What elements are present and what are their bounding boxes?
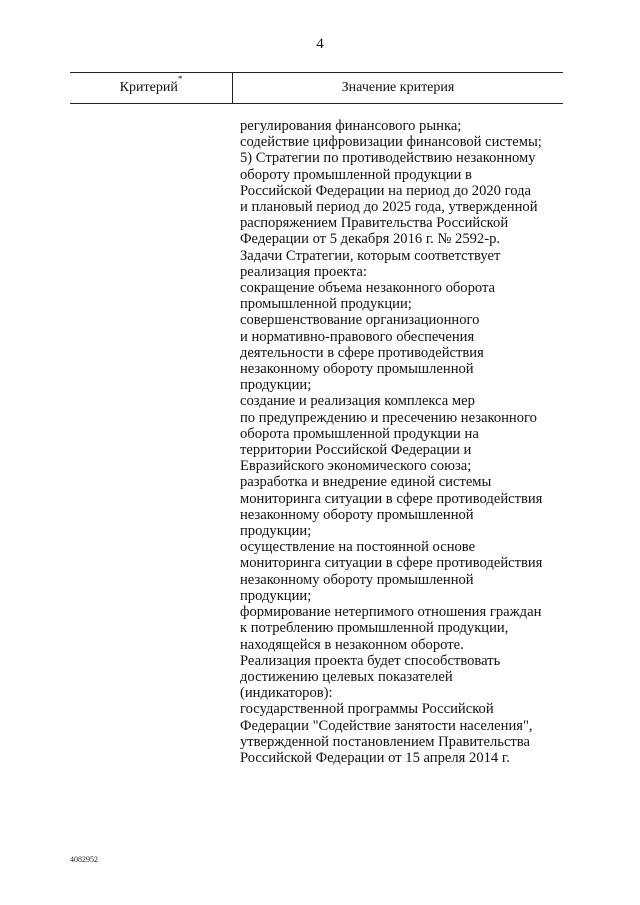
text-line: государственной программы Российской xyxy=(240,701,494,718)
text-line: по предупреждению и пресечению незаконного xyxy=(240,409,537,426)
text-line: совершенствование организационного xyxy=(240,312,480,329)
text-line: оборота промышленной продукции на xyxy=(240,425,479,442)
text-line: утвержденной постановлением Правительства xyxy=(240,733,530,750)
text-line: формирование нетерпимого отношения граждан xyxy=(240,604,542,621)
text-line: продукции; xyxy=(240,587,312,604)
text-line: распоряжением Правительства Российской xyxy=(240,215,509,232)
criterion-footnote-mark: * xyxy=(177,74,183,85)
text-line: достижению целевых показателей xyxy=(240,668,453,685)
text-line: незаконному обороту промышленной xyxy=(240,361,474,378)
text-line: мониторинга ситуации в сфере противодействия xyxy=(240,555,543,572)
text-line: деятельности в сфере противодействия xyxy=(240,344,484,361)
text-line: Российской Федерации от 15 апреля 2014 г. xyxy=(240,749,510,766)
text-line: разработка и внедрение единой системы xyxy=(240,474,492,491)
text-line: (индикаторов): xyxy=(240,685,333,702)
text-line: и плановый период до 2025 года, утвержденной xyxy=(240,199,538,216)
text-line: незаконному обороту промышленной xyxy=(240,571,474,588)
text-line: Российской Федерации на период до 2020 года xyxy=(240,182,532,199)
text-line: содействие цифровизации финансовой системы; xyxy=(240,134,542,151)
table-header xyxy=(70,72,563,104)
text-line: Евразийского экономического союза; xyxy=(240,458,472,475)
page-number: 4 xyxy=(316,36,324,52)
text-line: и нормативно-правового обеспечения xyxy=(240,328,475,345)
text-line: к потреблению промышленной продукции, xyxy=(240,620,509,637)
criterion-column-header xyxy=(70,73,233,103)
text-line: 5) Стратегии по противодействию незаконному xyxy=(240,150,536,167)
criterion-header-label: Критерий xyxy=(119,80,178,95)
text-line: осуществление на постоянной основе xyxy=(240,539,476,556)
text-line: Задачи Стратегии, которым соответствует xyxy=(240,247,501,264)
text-line: сокращение объема незаконного оборота xyxy=(240,280,496,297)
text-line: находящейся в незаконном обороте. xyxy=(240,636,464,653)
text-line: продукции; xyxy=(240,377,312,394)
text-line: Федерации от 5 декабря 2016 г. № 2592-р. xyxy=(240,231,501,248)
text-line: незаконному обороту промышленной xyxy=(240,506,474,523)
value-column-header: Значение критерия xyxy=(341,80,455,95)
text-line: Реализация проекта будет способствовать xyxy=(240,652,501,669)
text-line: мониторинга ситуации в сфере противодействия xyxy=(240,490,543,507)
text-line: регулирования финансового рынка; xyxy=(240,118,462,134)
criterion-value-text xyxy=(240,118,560,766)
text-line: обороту промышленной продукции в xyxy=(240,166,472,183)
document-code: 4082952 xyxy=(70,855,98,864)
text-line: территории Российской Федерации и xyxy=(240,442,472,459)
text-line: создание и реализация комплекса мер xyxy=(240,393,475,410)
text-line: продукции; xyxy=(240,523,312,540)
text-line: реализация проекта: xyxy=(240,263,367,280)
text-line: Федерации "Содействие занятости населения", xyxy=(240,717,533,734)
text-line: промышленной продукции; xyxy=(240,296,412,313)
